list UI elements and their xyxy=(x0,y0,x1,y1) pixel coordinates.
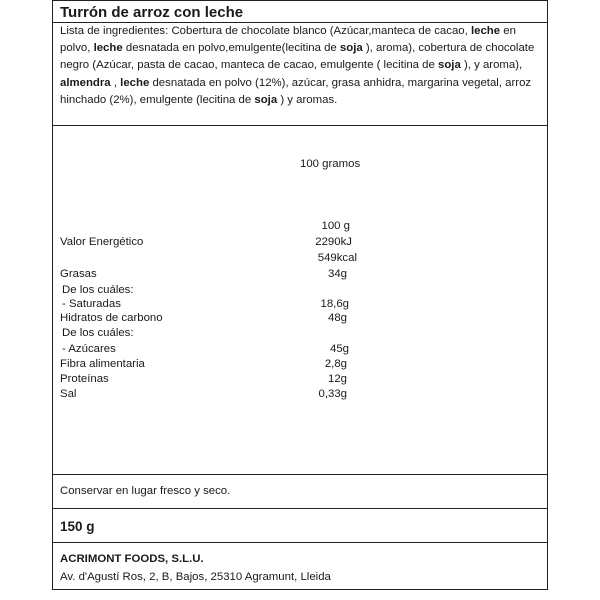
row-salt-label: Sal xyxy=(60,388,77,400)
net-weight: 150 g xyxy=(60,519,95,534)
company-name: ACRIMONT FOODS, S.L.U. xyxy=(60,553,204,565)
ingredients-segment: ), y aroma), xyxy=(460,59,523,72)
ingredients-segment: ), aroma), cobertura de chocolate negro (Azúcar, pasta de cacao, manteca de cacao, emulgente ( lecitina de xyxy=(60,42,535,72)
divider-storage xyxy=(53,508,547,509)
row-fibre-value: 2,8g xyxy=(324,358,347,370)
row-protein-label: Proteínas xyxy=(60,373,109,385)
row-fat-value: 34g xyxy=(327,268,347,280)
allergen-soja: soja xyxy=(438,59,461,72)
allergen-soja: soja xyxy=(339,42,363,55)
divider-ingredients xyxy=(53,125,547,126)
company-address: Av. d'Agustí Ros, 2, B, Bajos, 25310 Agramunt, Lleida xyxy=(60,571,331,583)
row-carbs-label: Hidratos de carbono xyxy=(60,312,163,324)
allergen-soja: soja xyxy=(254,93,278,106)
row-fat-label: Grasas xyxy=(60,268,97,280)
row-protein-value: 12g xyxy=(327,373,347,385)
ingredients-segment: desnatada en polvo (12%), azúcar, grasa anhidra, margarina vegetal, arroz hinchado (2%), emulgente (lecitina de xyxy=(60,76,532,106)
ingredients-segment: en polvo, xyxy=(60,25,516,55)
row-energy-kj: 2290kJ xyxy=(315,236,352,248)
ingredients-segment: Lista de ingredientes: Cobertura de chocolate blanco (Azúcar,manteca de cacao, xyxy=(60,25,471,37)
row-fat-of-which: De los cuáles: xyxy=(62,284,134,296)
ingredients-segment: desnatada en polvo,emulgente(lecitina de xyxy=(122,42,340,55)
row-sugars-label: - Azúcares xyxy=(62,343,116,355)
allergen-leche: leche xyxy=(93,42,123,55)
row-carbs-value: 48g xyxy=(327,312,347,324)
row-energy-label: Valor Energético xyxy=(60,236,144,248)
ingredients-segment: , xyxy=(110,76,121,89)
allergen-almendra: almendra xyxy=(60,76,111,89)
storage-text: Conservar en lugar fresco y seco. xyxy=(60,485,231,497)
row-saturated-label: - Saturadas xyxy=(62,298,121,310)
ingredients-text xyxy=(60,23,540,109)
row-saturated-value: 18,6g xyxy=(320,298,349,310)
row-sugars-value: 45g xyxy=(329,343,349,355)
per-100g-heading: 100 gramos xyxy=(300,158,361,170)
allergen-leche: leche xyxy=(120,76,150,89)
ingredients-segment: ) y aromas. xyxy=(277,93,338,106)
row-carbs-of-which: De los cuáles: xyxy=(62,327,134,339)
allergen-leche: leche xyxy=(470,25,501,37)
row-energy-kcal: 549kcal xyxy=(317,252,357,264)
nutrition-column-header: 100 g xyxy=(321,220,350,232)
row-fibre-label: Fibra alimentaria xyxy=(60,358,145,370)
row-salt-value: 0,33g xyxy=(318,388,347,400)
divider-nutrition xyxy=(53,474,547,475)
product-title: Turrón de arroz con leche xyxy=(60,4,244,21)
divider-weight xyxy=(53,542,547,543)
